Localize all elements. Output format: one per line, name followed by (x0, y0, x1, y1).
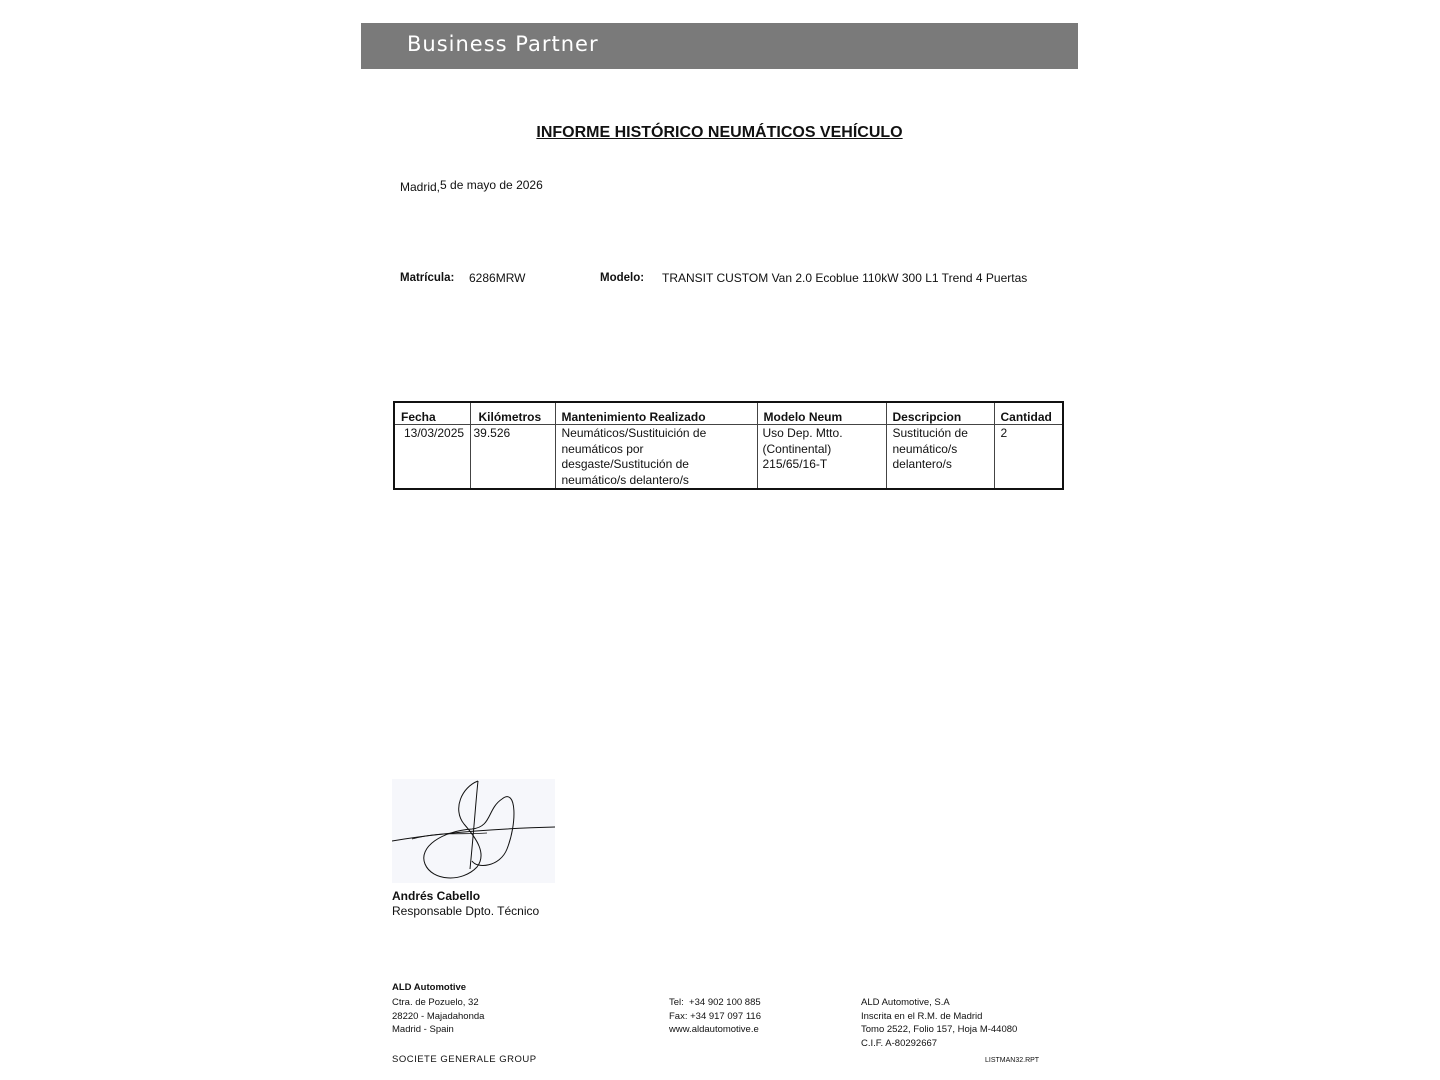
cell-descripcion: Sustitución de neumático/s delantero/s (886, 425, 994, 490)
plate-value: 6286MRW (469, 271, 526, 285)
footer-legal-line: Inscrita en el R.M. de Madrid (861, 1010, 983, 1022)
footer-company: ALD Automotive (392, 982, 467, 993)
footer-address-line: Madrid - Spain (392, 1024, 454, 1035)
place-date (400, 178, 543, 192)
footer-fax: Fax: +34 917 097 116 (669, 1010, 761, 1022)
column-header-descripcion: Descripcion (886, 402, 994, 425)
footer-legal-line: Tomo 2522, Folio 157, Hoja M-44080 (861, 1024, 1018, 1035)
signatory-name: Andrés Cabello (392, 889, 481, 903)
column-header-fecha: Fecha (394, 402, 470, 425)
signatory-role: Responsable Dpto. Técnico (392, 904, 540, 918)
footer-legal-line: ALD Automotive, S.A (861, 997, 950, 1008)
footer-legal (861, 996, 1017, 1050)
cell-fecha: 13/03/2025 (404, 426, 465, 440)
cell-cantidad: 2 (994, 425, 1063, 490)
header-bar (361, 23, 1078, 69)
table-row (394, 425, 1063, 490)
footer-website: www.aldautomotive.e (669, 1024, 759, 1035)
column-header-cantidad: Cantidad (994, 402, 1063, 425)
cell-modelo-neum: Uso Dep. Mtto. (Continental) 215/65/16-T (757, 425, 886, 490)
footer-address-line: Ctra. de Pozuelo, 32 (392, 997, 479, 1008)
document-title: INFORME HISTÓRICO NEUMÁTICOS VEHÍCULO (536, 124, 903, 141)
signature-scribble (392, 779, 555, 883)
cell-mantenimiento: Neumáticos/Sustituición de neumáticos por desgaste/Sustitución de neumático/s delantero/s (555, 425, 757, 490)
place: Madrid, (400, 180, 441, 194)
footer-legal-line: C.I.F. A-80292667 (861, 1037, 938, 1049)
column-header-kilometros: Kilómetros (470, 402, 555, 425)
signature-image (392, 779, 555, 883)
date: 5 de mayo de 2026 (440, 178, 543, 192)
column-header-modelo-neum: Modelo Neum (757, 402, 886, 425)
model-label: Modelo: (600, 272, 645, 284)
footer-address (392, 996, 484, 1037)
footer-address-line: 28220 - Majadahonda (392, 1010, 485, 1022)
brand-title: Business Partner (407, 32, 599, 56)
model-value: TRANSIT CUSTOM Van 2.0 Ecoblue 110kW 300 L1 Trend 4 Puertas (662, 271, 1028, 285)
report-code: LISTMAN32.RPT (985, 1057, 1040, 1064)
footer-contact (669, 996, 761, 1037)
table-header-row (394, 402, 1063, 425)
column-header-mantenimiento: Mantenimiento Realizado (555, 402, 757, 425)
tire-history-table (393, 401, 1064, 490)
plate-label: Matrícula: (400, 272, 455, 284)
footer-phone: Tel: +34 902 100 885 (669, 997, 761, 1008)
group-name: SOCIETE GENERALE GROUP (392, 1054, 537, 1065)
cell-kilometros: 39.526 (470, 425, 555, 490)
